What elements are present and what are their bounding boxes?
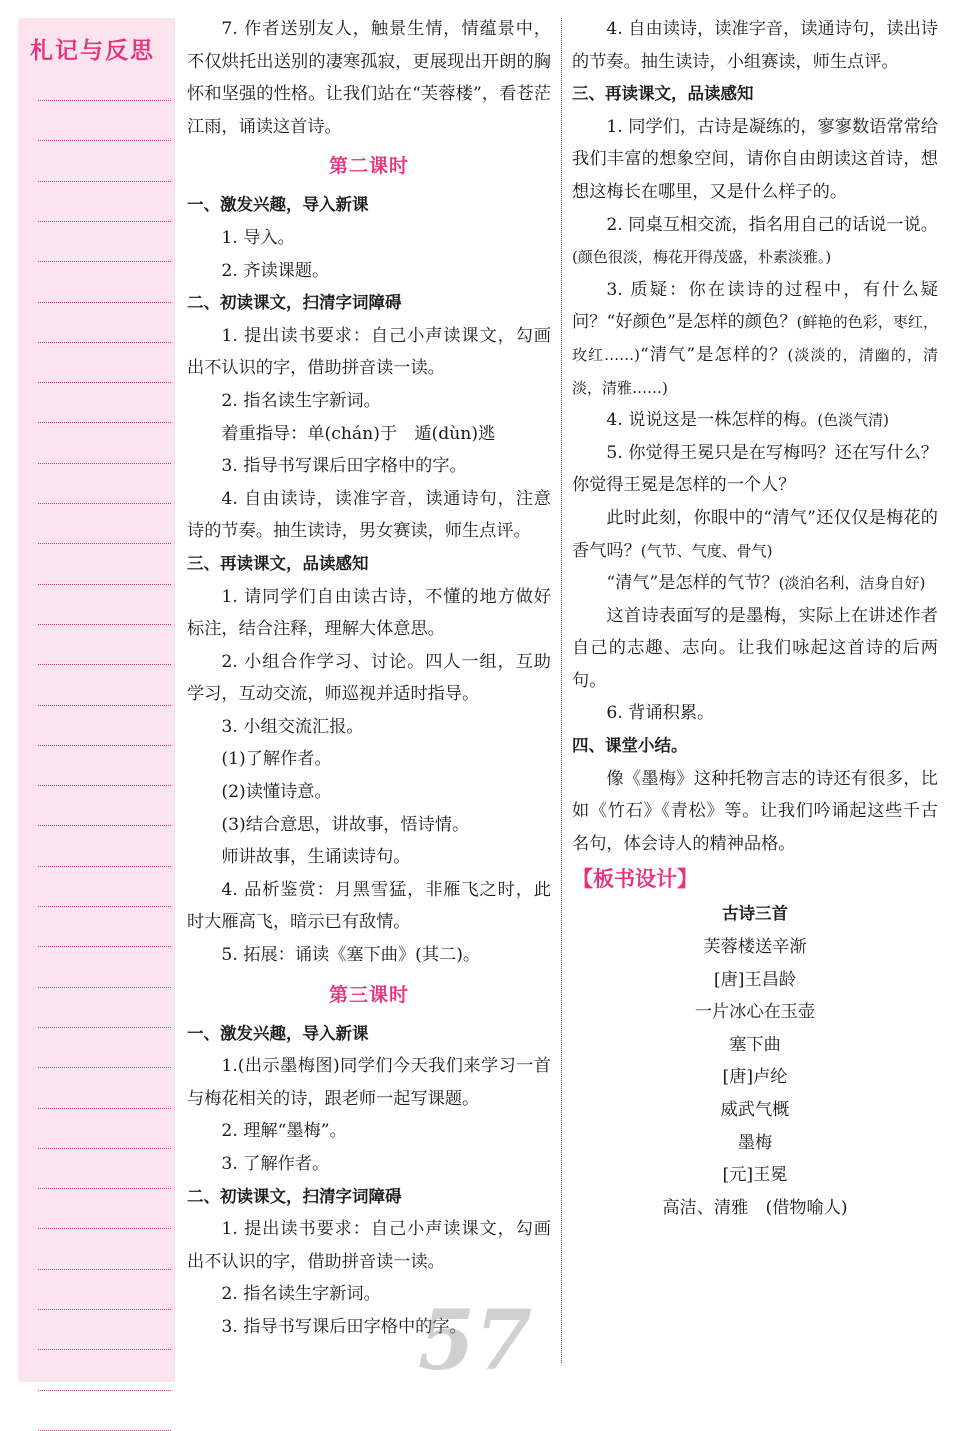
right-column [572,13,938,1224]
paragraph-note: (颜色很淡，梅花开得茂盛，朴素淡雅。) [572,248,832,267]
paragraph-text: 2. 同桌互相交流，指名用自己的话说一说。 [606,214,938,235]
paragraph-text: (2)读懂诗意。 [221,782,332,803]
sidebar-title: 札记与反思 [30,38,155,64]
note-line [38,1269,171,1270]
note-line [38,584,171,585]
board-design-line: 一片冰心在玉壶 [694,1002,816,1023]
paragraph-text: 3. 指导书写课后田字格中的字。 [221,1316,467,1337]
paragraph [187,450,551,483]
note-line [38,866,171,867]
paragraph-text: 6. 背诵积累。 [606,703,715,724]
paragraph [572,697,938,730]
paragraph [187,743,551,776]
paragraph-text: 2. 指名读生字新词。 [221,1284,381,1305]
paragraph-text: 3. 了解作者。 [221,1154,330,1174]
note-line [38,745,171,746]
paragraph-note: (色淡气清) [817,411,890,430]
paragraph-text: 1. 同学们，古诗是凝练的，寥寥数语常常给我们丰富的想象空间，请你自由朗读这首诗，想想这梅长在哪里，又是什么样子的。 [572,116,938,202]
paragraph-text: (3)结合意思，讲故事，悟诗情。 [221,814,470,835]
paragraph-text: 5. 你觉得王冕只是在写梅吗？还在写什么？你觉得王冕是怎样的一个人？ [572,442,938,496]
paragraph-text: 4. 自由读诗，读准字音，读通诗句，读出诗的节奏。抽生读诗，小组赛读，师生点评。 [572,19,938,72]
paragraph-text: 这首诗表面写的是墨梅，实际上在讲述作者自己的志趣、志向。让我们咏起这首诗的后两句。 [572,605,938,691]
board-design-title: 古诗三首 [722,904,788,924]
note-line [38,382,171,383]
paragraph [187,483,551,548]
paragraph-text: 3. 质疑：你在读诗的过程中，有什么疑问？“好颜色”是怎样的颜色？ [572,279,938,333]
paragraph-text: 1. 导入。 [221,227,295,248]
paragraph [187,222,551,255]
paragraph-note: (淡泊名利，洁身自好) [778,574,926,593]
paragraph-text: 5. 拓展：诵读《塞下曲》(其二)。 [221,945,481,966]
paragraph [187,320,551,385]
note-line [38,825,171,826]
paragraph [187,1148,551,1181]
paragraph-text: (1)了解作者。 [221,749,332,770]
paragraph-text: 1. 提出读书要求：自己小声读课文，勾画出不认识的字，借助拼音读一读。 [187,325,551,379]
board-design-line: [唐]王昌龄 [713,969,797,990]
note-line [38,503,171,504]
paragraph-text: 4. 品析鉴赏：月黑雪猛，非雁飞之时，此时大雁高飞，暗示已有敌情。 [187,879,551,933]
paragraph [572,567,938,600]
section-heading: 一、激发兴趣，导入新课 [187,1023,369,1043]
paragraph-text: 1. 提出读书要求：自己小声读课文，勾画出不认识的字，借助拼音读一读。 [187,1219,551,1272]
note-line [38,987,171,988]
board-design-line: 芙蓉楼送辛渐 [703,937,807,958]
board-design-lines [572,931,938,1224]
section-heading: 四、课堂小结。 [572,736,688,756]
note-line [38,100,171,101]
board-design-line: [元]王冕 [722,1165,788,1186]
paragraph-text: “清气”是怎样的？ [640,344,788,365]
paragraph-text: 2. 理解“墨梅”。 [221,1121,347,1142]
paragraph-text: 师讲故事，生诵读诗句。 [221,847,411,868]
board-design-line: 高洁、清雅 (借物喻人) [662,1197,848,1218]
paragraph [187,418,551,451]
paragraph [187,581,551,646]
note-line [38,463,171,464]
paragraph-text: 7. 作者送别友人，触景生情，情蕴景中，不仅烘托出送别的凄寒孤寂，更展现出开朗的胸怀和坚强的性格。让我们站在“芙蓉楼”，看苍茫江雨，诵读这首诗。 [187,19,551,137]
board-design-line: 墨梅 [737,1132,773,1153]
paragraph-note: (鲜艳的色彩，枣红，玫红……) [572,313,938,364]
paragraph [187,711,551,744]
paragraph [572,111,938,209]
note-line [38,140,171,141]
note-line [38,1349,171,1350]
paragraph-text: “清气”是怎样的气节？ [606,573,779,594]
board-design-line: 威武气概 [720,1100,790,1120]
note-line [38,785,171,786]
note-line [38,705,171,706]
paragraph [187,809,551,842]
paragraph-text: 此时此刻，你眼中的“清气”还仅仅是梅花的香气吗？ [572,507,938,561]
paragraph-text: 2. 齐读课题。 [221,260,330,281]
paragraph-text: 4. 说说这是一株怎样的梅。 [606,410,818,431]
paragraph [572,209,938,274]
paragraph [572,404,938,437]
paragraph [572,763,938,861]
note-line [38,1108,171,1109]
lesson-heading: 第二课时 [328,155,409,178]
lesson-heading: 第三课时 [328,983,409,1006]
section-heading: 三、再读课文，品读感知 [572,84,754,104]
paragraph-text: 像《墨梅》这种托物言志的诗还有很多，比如《竹石》《青松》等。让我们吟诵起这些千古名句，体会诗人的精神品格。 [572,768,938,854]
note-line [38,624,171,625]
note-line [38,302,171,303]
paragraph [572,274,938,404]
paragraph [187,385,551,418]
note-line [38,906,171,907]
page-number: 57 [418,1293,533,1389]
paragraph [187,255,551,288]
paragraph [572,437,938,502]
section-heading: 三、再读课文，品读感知 [187,553,369,573]
paragraph-text: 3. 小组交流汇报。 [221,716,364,737]
note-line [38,664,171,665]
paragraph [187,646,551,711]
paragraph-text: 着重指导：单(chán)于 遁(dùn)逃 [221,423,496,444]
section-heading: 一、激发兴趣，导入新课 [187,195,369,215]
paragraph [187,1115,551,1148]
paragraph-text: 3. 指导书写课后田字格中的字。 [221,456,467,477]
column-divider [561,18,562,1363]
board-design [572,860,938,1224]
note-line [38,1309,171,1310]
paragraph-text: 1.(出示墨梅图)同学们今天我们来学习一首与梅花相关的诗，跟老师一起写课题。 [187,1056,551,1109]
paragraph-text: 2. 小组合作学习、讨论。四人一组，互助学习，互动交流，师巡视并适时指导。 [187,651,551,705]
paragraph [187,1050,551,1115]
note-line [38,181,171,182]
paragraph-text: 4. 自由读诗，读准字音，读通诗句，注意诗的节奏。抽生读诗，男女赛读，师生点评。 [187,488,551,542]
paragraph [187,13,551,143]
board-design-line: [唐]卢纶 [722,1067,788,1088]
paragraph [187,874,551,939]
note-line [38,261,171,262]
note-line [38,1390,171,1391]
section-heading: 二、初读课文，扫清字词障碍 [187,1186,402,1206]
paragraph [572,502,938,567]
paragraph-text: 1. 请同学们自由读古诗，不懂的地方做好标注，结合注释，理解大体意思。 [187,586,551,640]
note-line [38,1228,171,1229]
board-design-line: 塞下曲 [729,1034,781,1055]
paragraph [187,776,551,809]
paragraph [187,939,551,972]
note-line [38,1027,171,1028]
note-line [38,1067,171,1068]
paragraph [572,13,938,78]
note-line [38,1188,171,1189]
note-line [38,221,171,222]
board-design-label: 【板书设计】 [572,867,698,892]
paragraph-note: (淡淡的，清幽的，清淡，清雅……) [572,345,938,397]
paragraph [187,1213,551,1278]
paragraph-note: (气节、气度、骨气) [640,541,773,560]
left-column [187,13,551,1344]
note-line [38,543,171,544]
notes-sidebar [18,18,175,1382]
note-line [38,342,171,343]
paragraph [187,841,551,874]
note-line [38,422,171,423]
paragraph-text: 2. 指名读生字新词。 [221,390,381,411]
note-line [38,946,171,947]
section-heading: 二、初读课文，扫清字词障碍 [187,293,402,313]
paragraph [572,600,938,698]
note-line [38,1148,171,1149]
right-column-body [572,13,938,860]
